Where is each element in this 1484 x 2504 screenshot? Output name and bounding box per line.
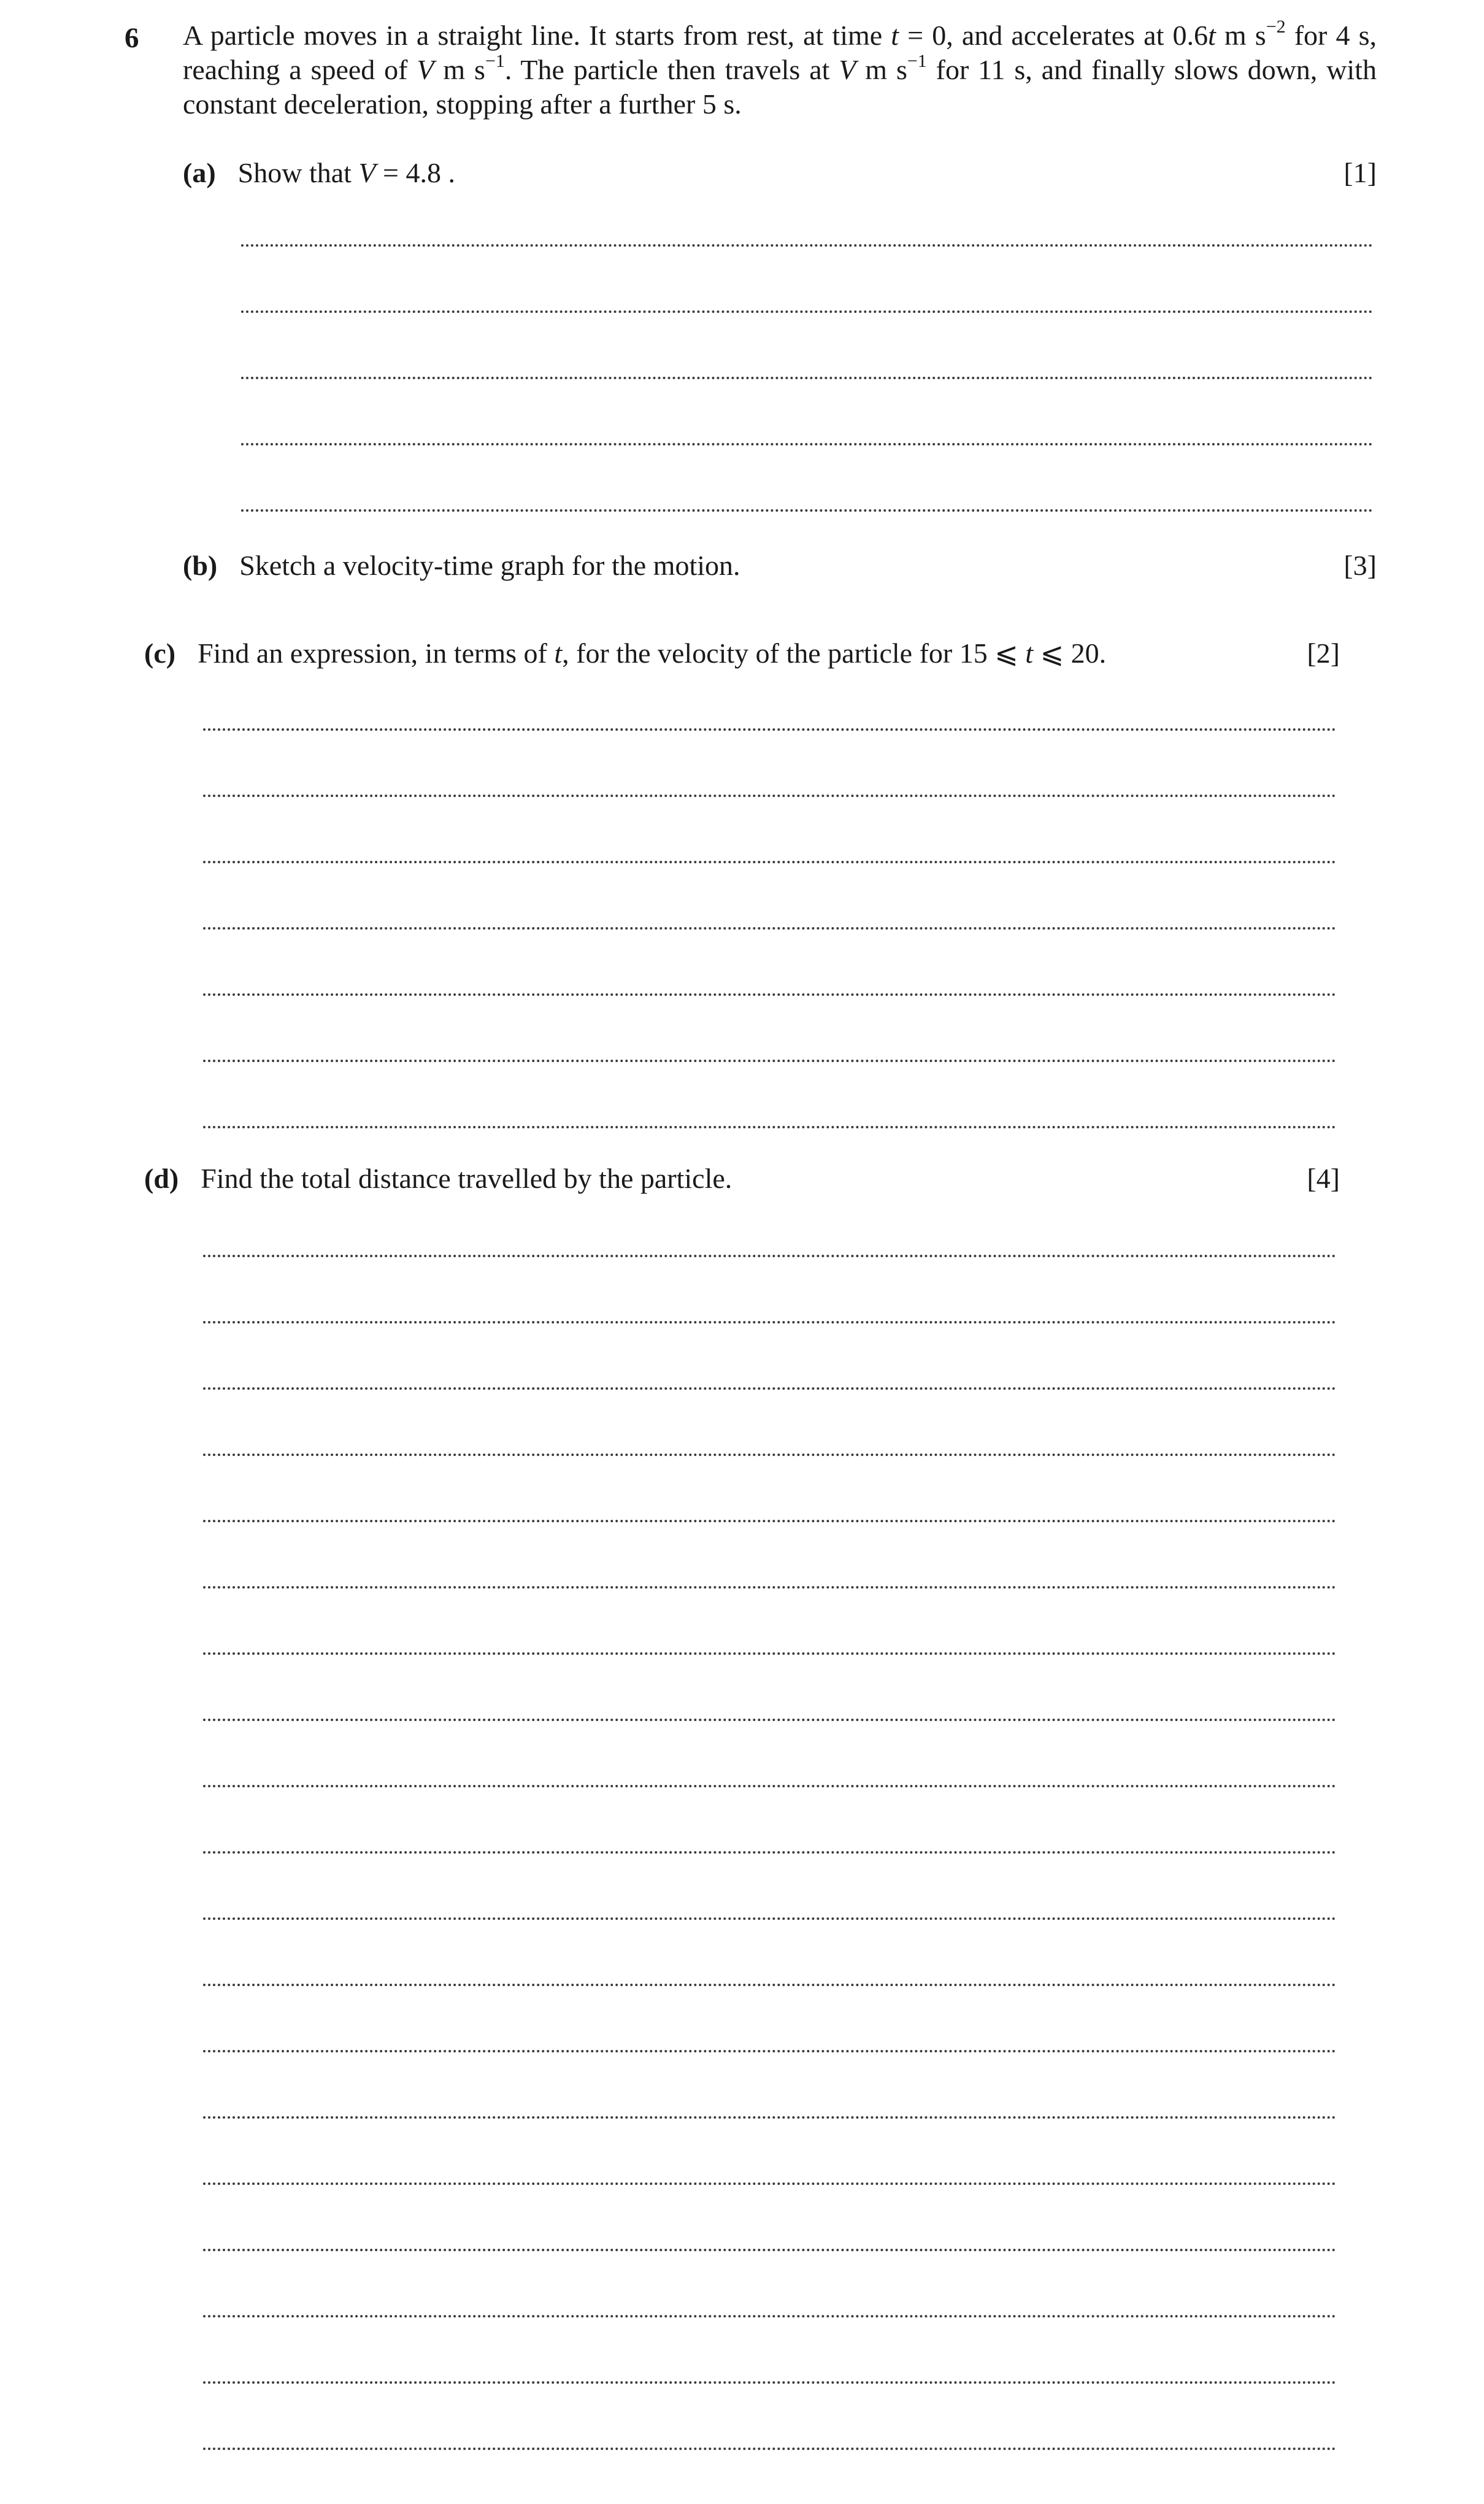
part-d-marks: [4] [1307, 1163, 1340, 1194]
part-d-answer-line[interactable] [203, 1851, 1336, 1854]
part-a-answer-line[interactable] [241, 509, 1373, 512]
part-b-text: Sketch a velocity-time graph for the motion. [239, 550, 740, 581]
question-stem [183, 18, 1377, 121]
part-a-marks: [1] [1344, 157, 1377, 188]
part-c-answer-line[interactable] [203, 1126, 1336, 1128]
part-d [144, 1161, 732, 1196]
part-d-answer-line[interactable] [203, 1917, 1336, 1920]
part-d-answer-line[interactable] [203, 2448, 1336, 2450]
stem-line-1: A particle moves in a straight line. It starts from rest, at time t = 0, and accelerates at 0.6t m $s^{-2}$ for 4 s, [183, 16, 1377, 51]
part-a-text: Show that V = 4.8 . [237, 157, 455, 188]
part-d-answer-line[interactable] [203, 1255, 1336, 1257]
part-c-label: (c) [144, 638, 176, 669]
part-c-answer-line[interactable] [203, 927, 1336, 930]
part-d-answer-line[interactable] [203, 1454, 1336, 1456]
part-c-answer-line[interactable] [203, 1060, 1336, 1062]
part-d-text: Find the total distance travelled by the particle. [201, 1163, 732, 1194]
part-a-answer-line[interactable] [241, 244, 1373, 247]
stem-line-3: constant deceleration, stopping after a further 5 s. [183, 88, 742, 120]
part-d-answer-line[interactable] [203, 2315, 1336, 2317]
part-b-marks: [3] [1344, 550, 1377, 581]
stem-line-2: reaching a speed of V m $s^{-1}$. The particle then travels at V m $s^{-1}$ for 11 s, and finally slows down, with [183, 50, 1377, 85]
part-d-label: (d) [144, 1163, 179, 1194]
part-d-answer-line[interactable] [203, 1321, 1336, 1323]
part-c [144, 636, 1106, 671]
part-c-answer-line[interactable] [203, 993, 1336, 996]
part-d-answer-line[interactable] [203, 2182, 1336, 2185]
part-d-answer-line[interactable] [203, 1387, 1336, 1390]
part-d-answer-line[interactable] [203, 1652, 1336, 1655]
part-c-answer-line[interactable] [203, 728, 1336, 731]
part-b-label: (b) [183, 550, 218, 581]
part-d-answer-line[interactable] [203, 1719, 1336, 1721]
part-c-answer-line[interactable] [203, 795, 1336, 797]
part-a-answer-line[interactable] [241, 443, 1373, 445]
part-d-answer-line[interactable] [203, 1984, 1336, 1986]
part-d-answer-line[interactable] [203, 1586, 1336, 1589]
part-d-answer-line[interactable] [203, 2381, 1336, 2384]
part-c-text: Find an expression, in terms of t, for the velocity of the particle for 15 ⩽ t ⩽ 20. [198, 638, 1107, 669]
part-c-marks: [2] [1307, 638, 1340, 669]
part-a-label: (a) [183, 157, 216, 188]
part-d-answer-line[interactable] [203, 1520, 1336, 1522]
part-d-answer-line[interactable] [203, 2249, 1336, 2251]
part-c-answer-line[interactable] [203, 861, 1336, 863]
part-a [183, 156, 455, 190]
part-b [183, 549, 740, 583]
part-d-answer-line[interactable] [203, 2116, 1336, 2119]
part-a-answer-line[interactable] [241, 377, 1373, 379]
part-d-answer-line[interactable] [203, 1785, 1336, 1787]
part-d-answer-line[interactable] [203, 2050, 1336, 2052]
part-a-answer-line[interactable] [241, 310, 1373, 313]
question-number: 6 [125, 22, 139, 54]
